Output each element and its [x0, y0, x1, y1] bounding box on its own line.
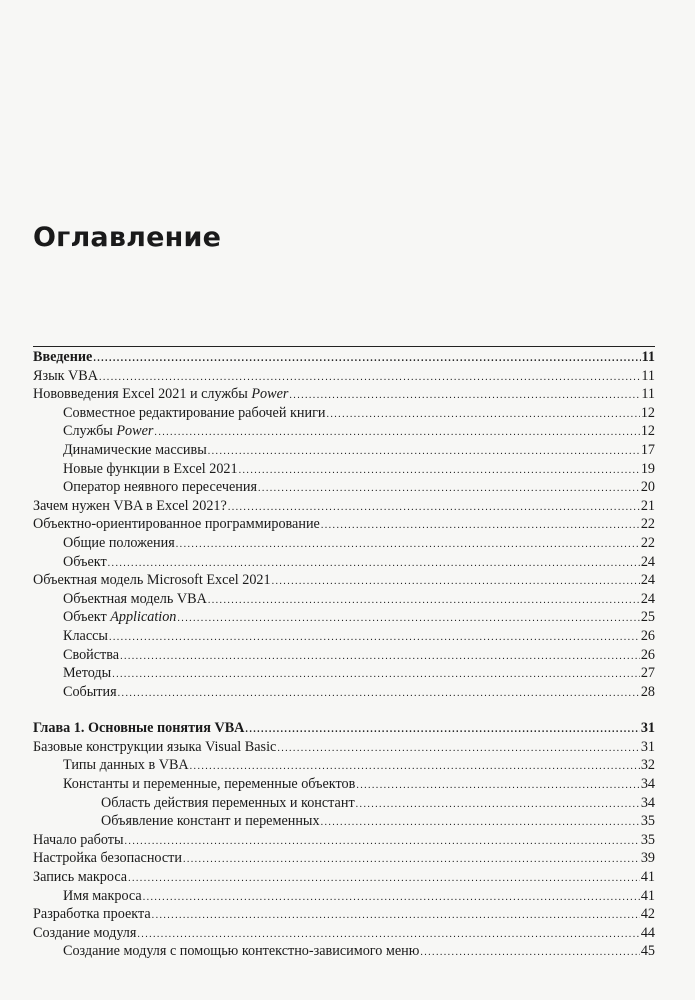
toc-page-number: 12: [640, 423, 655, 440]
toc-entry-title: [33, 849, 182, 868]
table-of-contents: [33, 348, 655, 961]
toc-page-number: 25: [640, 609, 655, 626]
toc-entry[interactable]: [33, 367, 655, 386]
toc-entry-title: [63, 404, 325, 423]
leader-dots: [176, 536, 640, 553]
toc-entry-title: [33, 738, 276, 757]
toc-entry-text: Общие положения: [63, 534, 175, 551]
toc-entry[interactable]: [33, 608, 655, 627]
toc-entry[interactable]: [33, 404, 655, 423]
toc-entry-title: [63, 942, 419, 961]
toc-entry-text: Объявление констант и переменных: [101, 813, 320, 830]
toc-entry[interactable]: [33, 942, 655, 961]
toc-entry-italic: Application: [110, 609, 177, 626]
toc-entry-title: [101, 812, 320, 831]
leader-dots: [120, 648, 640, 665]
leader-dots: [190, 758, 640, 775]
toc-entry[interactable]: [33, 534, 655, 553]
toc-entry[interactable]: [33, 868, 655, 887]
toc-entry-title: [33, 831, 124, 850]
toc-entry[interactable]: [33, 924, 655, 943]
toc-entry[interactable]: [33, 515, 655, 534]
toc-entry-text: Зачем нужен VBA в Excel 2021?: [33, 497, 227, 514]
toc-page-number: 31: [640, 720, 655, 737]
toc-entry-title: [63, 460, 238, 479]
toc-page-number: 24: [640, 553, 655, 570]
toc-entry[interactable]: [33, 831, 655, 850]
toc-entry-text: Запись макроса: [33, 869, 128, 886]
toc-entry-text: Оператор неявного пересечения: [63, 479, 258, 496]
leader-dots: [99, 369, 640, 386]
leader-dots: [258, 480, 640, 497]
toc-entry-text: Объектная модель VBA: [63, 590, 207, 607]
toc-page-number: 32: [640, 757, 655, 774]
toc-entry-title: [33, 719, 244, 738]
toc-entry-text: Объектная модель Microsoft Excel 2021: [33, 572, 271, 589]
leader-dots: [183, 851, 640, 868]
toc-entry-title: [33, 515, 320, 534]
toc-entry-text: Область действия переменных и констант: [101, 794, 355, 811]
leader-dots: [112, 666, 640, 683]
toc-entry-text: Язык VBA: [33, 367, 98, 384]
toc-entry[interactable]: [33, 385, 655, 404]
leader-dots: [137, 926, 639, 943]
toc-entry[interactable]: [33, 590, 655, 609]
toc-entry-title: [63, 441, 207, 460]
toc-entry-text: Глава 1. Основные понятия VBA: [33, 720, 245, 737]
toc-page-number: 34: [640, 794, 655, 811]
toc-entry[interactable]: [33, 683, 655, 702]
toc-entry-text: Методы: [63, 665, 112, 682]
toc-page-number: 28: [640, 683, 655, 700]
toc-entry-text: Совместное редактирование рабочей книги: [63, 404, 326, 421]
leader-dots: [93, 350, 640, 367]
leader-dots: [326, 406, 639, 423]
toc-entry[interactable]: [33, 775, 655, 794]
toc-entry-text: Новые функции в Excel 2021: [63, 460, 238, 477]
leader-dots: [177, 610, 639, 627]
toc-page-number: 34: [640, 776, 655, 793]
leader-dots: [321, 517, 640, 534]
toc-entry-title: [63, 775, 355, 794]
toc-entry-title: [63, 422, 153, 441]
toc-entry-title: [63, 608, 176, 627]
toc-page-number: 24: [640, 590, 655, 607]
toc-page-number: 11: [641, 367, 655, 384]
toc-page-number: 39: [640, 850, 655, 867]
leader-dots: [228, 499, 640, 516]
divider: [33, 346, 655, 347]
toc-entry[interactable]: [33, 571, 655, 590]
toc-entry-title: [33, 367, 98, 386]
toc-entry[interactable]: [33, 664, 655, 683]
toc-entry[interactable]: [33, 646, 655, 665]
toc-entry-text: Базовые конструкции языка Visual Basic: [33, 738, 277, 755]
toc-page-number: 17: [640, 441, 655, 458]
toc-page-number: 20: [640, 479, 655, 496]
toc-page-number: 24: [640, 572, 655, 589]
leader-dots: [356, 777, 640, 794]
toc-page-number: 21: [640, 497, 655, 514]
toc-entry-text: Службы: [63, 423, 117, 440]
toc-entry-title: [33, 571, 271, 590]
leader-dots: [277, 740, 639, 757]
toc-entry[interactable]: [33, 719, 655, 738]
leader-dots: [152, 907, 640, 924]
leader-dots: [272, 573, 640, 590]
toc-page-number: 22: [640, 516, 655, 533]
toc-entry[interactable]: [33, 756, 655, 775]
leader-dots: [208, 592, 640, 609]
toc-entry[interactable]: [33, 553, 655, 572]
toc-page-number: 22: [640, 534, 655, 551]
toc-entry-title: [63, 683, 117, 702]
toc-entry-text: Введение: [33, 349, 93, 365]
leader-dots: [356, 796, 640, 813]
toc-page-number: 11: [641, 349, 655, 365]
toc-entry-title: [63, 756, 189, 775]
toc-entry-text: Объект: [63, 609, 111, 626]
toc-entry-title: [63, 553, 107, 572]
toc-entry[interactable]: [33, 348, 655, 367]
toc-entry-title: [33, 868, 127, 887]
toc-entry-text: Создание модуля с помощью контекстно-зависимого меню: [63, 943, 420, 960]
toc-entry-text: Разработка проекта: [33, 906, 151, 923]
leader-dots: [108, 555, 640, 572]
toc-entry-title: [63, 478, 257, 497]
toc-entry-text: Типы данных в VBA: [63, 757, 189, 774]
toc-page-number: 19: [640, 460, 655, 477]
leader-dots: [118, 685, 640, 702]
toc-page-number: 26: [640, 646, 655, 663]
toc-entry[interactable]: [33, 812, 655, 831]
toc-entry[interactable]: [33, 794, 655, 813]
toc-entry-title: [33, 905, 151, 924]
toc-entry-text: Классы: [63, 627, 108, 644]
toc-entry-text: Создание модуля: [33, 924, 137, 941]
toc-page-number: 27: [640, 665, 655, 682]
toc-entry-text: Динамические массивы: [63, 441, 207, 458]
toc-entry-title: [63, 664, 111, 683]
toc-entry[interactable]: [33, 738, 655, 757]
toc-entry-title: [63, 590, 207, 609]
toc-entry-italic: Power: [251, 386, 289, 403]
toc-entry-text: Нововведения Excel 2021 и службы: [33, 386, 252, 403]
toc-page-number: 41: [640, 869, 655, 886]
toc-page-number: 41: [640, 887, 655, 904]
leader-dots: [420, 944, 639, 961]
toc-entry-title: [63, 887, 142, 906]
toc-entry-text: Константы и переменные, переменные объектов: [63, 776, 356, 793]
toc-entry-text: Имя макроса: [63, 887, 142, 904]
toc-entry[interactable]: [33, 422, 655, 441]
page-title: Оглавление: [33, 222, 222, 253]
toc-entry-text: Свойства: [63, 646, 120, 663]
leader-dots: [109, 629, 640, 646]
toc-entry-title: [63, 627, 108, 646]
toc-entry-title: [33, 497, 227, 516]
leader-dots: [128, 870, 640, 887]
toc-entry-text: События: [63, 683, 117, 700]
toc-entry-title: [33, 385, 288, 404]
toc-entry-text: Объект: [63, 553, 107, 570]
leader-dots: [143, 889, 640, 906]
leader-dots: [154, 424, 639, 441]
toc-entry-text: Настройка безопасности: [33, 850, 182, 867]
toc-page-number: 12: [640, 404, 655, 421]
toc-entry[interactable]: [33, 627, 655, 646]
toc-page-number: 44: [640, 924, 655, 941]
section-gap: [33, 701, 655, 719]
toc-entry[interactable]: [33, 497, 655, 516]
toc-page-number: 35: [640, 831, 655, 848]
toc-entry-title: [63, 534, 175, 553]
leader-dots: [289, 387, 640, 404]
leader-dots: [125, 833, 640, 850]
toc-entry-title: [101, 794, 355, 813]
toc-entry-title: [33, 348, 92, 367]
toc-entry[interactable]: [33, 905, 655, 924]
toc-entry-title: [63, 646, 119, 665]
toc-entry-title: [33, 924, 136, 943]
toc-entry[interactable]: [33, 849, 655, 868]
toc-entry[interactable]: [33, 441, 655, 460]
leader-dots: [239, 462, 640, 479]
toc-entry-text: Объектно-ориентированное программирование: [33, 516, 320, 533]
leader-dots: [321, 814, 640, 831]
toc-entry-italic: Power: [116, 423, 154, 440]
toc-entry[interactable]: [33, 460, 655, 479]
toc-page-number: 11: [641, 386, 655, 403]
toc-entry-text: Начало работы: [33, 831, 124, 848]
toc-page-number: 42: [640, 906, 655, 923]
toc-page-number: 45: [640, 943, 655, 960]
toc-page-number: 26: [640, 627, 655, 644]
toc-entry[interactable]: [33, 478, 655, 497]
leader-dots: [245, 721, 639, 738]
toc-page-number: 35: [640, 813, 655, 830]
toc-entry[interactable]: [33, 887, 655, 906]
leader-dots: [208, 443, 640, 460]
toc-page-number: 31: [640, 738, 655, 755]
